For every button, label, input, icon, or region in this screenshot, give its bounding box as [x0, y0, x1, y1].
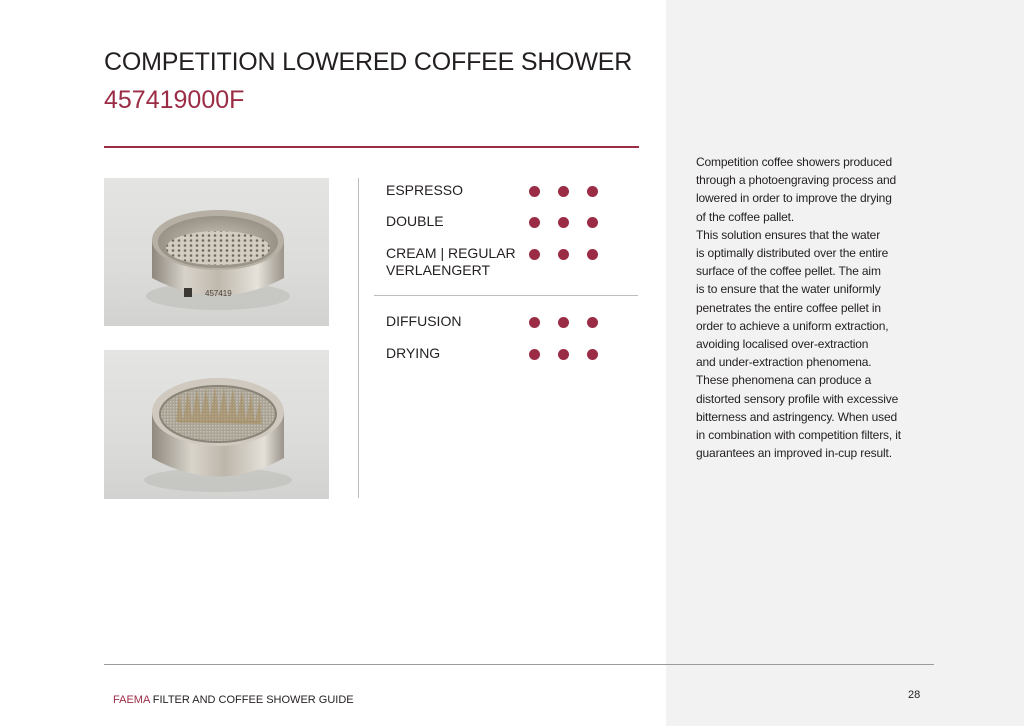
description-line: Competition coffee showers produced	[696, 155, 892, 169]
rating-dot	[587, 186, 598, 197]
rating-label: DIFFUSION	[386, 313, 462, 329]
shower-side-photo	[104, 178, 329, 326]
description-line: distorted sensory profile with excessive	[696, 391, 899, 406]
description-line: is optimally distributed over the entire	[696, 246, 889, 261]
rating-dots	[529, 349, 598, 360]
rating-dot	[587, 249, 598, 260]
page-title: COMPETITION LOWERED COFFEE SHOWER	[104, 48, 633, 76]
description-line: and under-extraction phenomena.	[696, 355, 872, 370]
description-line: is to ensure that the water uniformly	[696, 282, 881, 297]
description-line: order to achieve a uniform extraction,	[696, 318, 889, 333]
rating-dot	[587, 349, 598, 360]
rating-dot	[529, 186, 540, 197]
footer-divider	[104, 664, 934, 665]
description-line: These phenomena can produce a	[696, 373, 872, 388]
description-line: lowered in order to improve the drying	[696, 191, 892, 206]
rating-dot	[558, 249, 569, 260]
rating-dot	[587, 217, 598, 228]
description-line: through a photoengraving process and	[696, 173, 897, 188]
footer-brand: FAEMA	[113, 694, 150, 706]
shower-bottom-photo	[104, 350, 329, 499]
rating-dots	[529, 217, 598, 228]
title-divider	[104, 146, 639, 148]
description-line: guarantees an improved in-cup result.	[696, 446, 892, 461]
description-line: penetrates the entire coffee pellet in	[696, 300, 881, 315]
description-line: avoiding localised over-extraction	[696, 337, 869, 352]
rating-label: DRYING	[386, 345, 441, 361]
rating-dots	[529, 249, 598, 260]
product-description	[696, 153, 936, 462]
rating-dot	[529, 317, 540, 328]
rating-label: ESPRESSO	[386, 182, 464, 198]
rating-dot	[558, 349, 569, 360]
column-divider	[358, 178, 359, 498]
rating-divider	[374, 295, 638, 296]
footer-title	[113, 694, 354, 706]
rating-dot	[529, 249, 540, 260]
footer-guide-title: FILTER AND COFFEE SHOWER GUIDE	[152, 694, 354, 706]
rating-dot	[529, 349, 540, 360]
rating-dot	[587, 317, 598, 328]
rating-dots	[529, 317, 598, 328]
rating-dot	[558, 186, 569, 197]
product-code: 457419000F	[104, 86, 245, 114]
rating-dot	[529, 217, 540, 228]
page-number: 28	[908, 689, 921, 701]
description-line: This solution ensures that the water	[696, 227, 881, 242]
rating-dot	[558, 217, 569, 228]
rating-label: CREAM | REGULAR VERLAENGERT	[386, 245, 516, 278]
description-line: in combination with competition filters, it	[696, 428, 901, 443]
rating-label: DOUBLE	[386, 213, 444, 229]
description-line: surface of the coffee pellet. The aim	[696, 264, 881, 279]
rating-dots	[529, 186, 598, 197]
rating-dot	[558, 317, 569, 328]
description-line: of the coffee pallet.	[696, 209, 795, 224]
shower-engraving: 457419	[205, 289, 232, 298]
description-line: bitterness and astringency. When used	[696, 409, 898, 424]
